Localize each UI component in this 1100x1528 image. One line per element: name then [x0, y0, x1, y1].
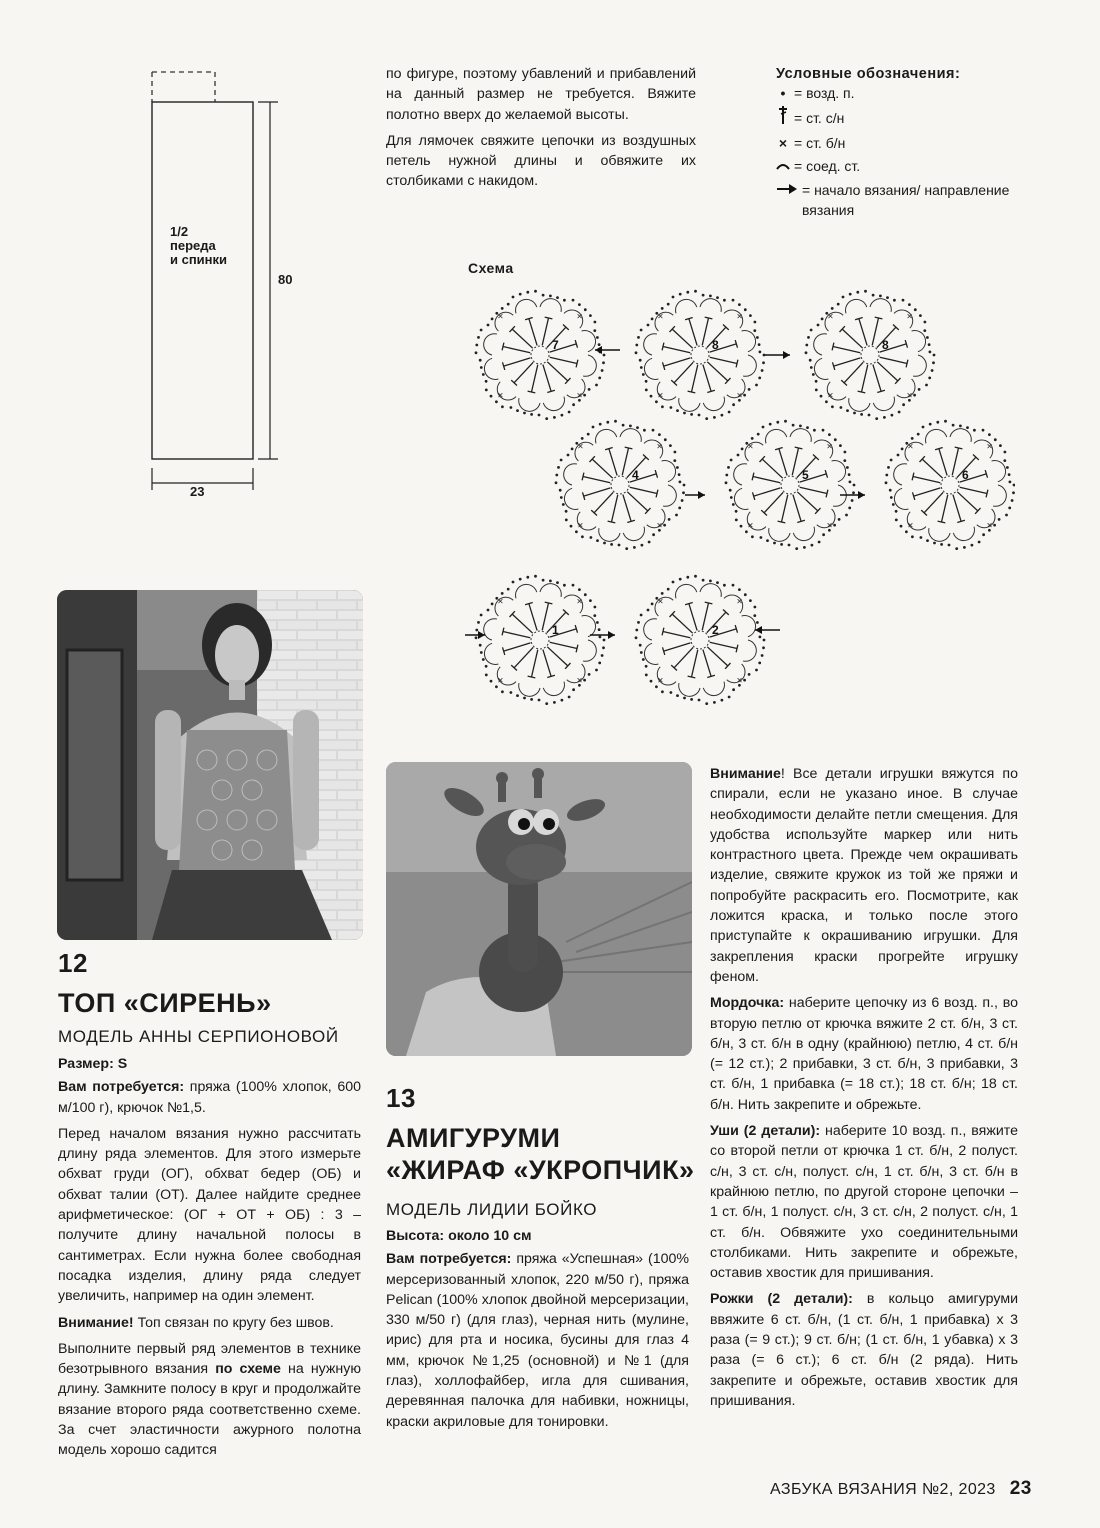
svg-text:×: ×: [657, 675, 664, 687]
svg-text:×: ×: [497, 596, 504, 608]
horns-instructions: [710, 1289, 1018, 1411]
svg-text:×: ×: [747, 520, 754, 532]
article-12-paragraph-2: [58, 1339, 361, 1461]
svg-text:×: ×: [577, 441, 584, 453]
svg-text:×: ×: [576, 390, 583, 402]
size-label: Размер:: [58, 1056, 118, 1072]
pattern-label: [170, 225, 227, 267]
legend: [776, 66, 1016, 220]
svg-text:×: ×: [577, 520, 584, 532]
dot-icon: •: [780, 85, 786, 101]
svg-text:×: ×: [736, 675, 743, 687]
motif: [805, 290, 936, 420]
legend-title: Условные обозначения:: [776, 66, 961, 82]
footer: [770, 1478, 1032, 1500]
ears-label: Уши (2 детали):: [710, 1123, 821, 1140]
cross-icon: ×: [778, 135, 788, 151]
motif: [635, 575, 766, 705]
svg-text:×: ×: [576, 311, 583, 323]
horns-text: в кольцо амигуруми ввяжите 6 ст. б/н, (1 ст. б/н, 1 прибавка) х 3 раза (= 9 ст.); 9 ст. б/н; (1 ст. б/н, 1 убавка) х 3 раза (= 6 ст.); 6 ст. б/н (2 ряда). Нить закрепите и обрежьте, оставив хвостик для пришивания.: [710, 1291, 1018, 1409]
photo-lilac-top: [57, 590, 363, 940]
page-number: 23: [1009, 1478, 1032, 1499]
motif: [725, 420, 856, 550]
direction-arrow: [685, 491, 705, 499]
width-dimension: 23: [190, 484, 205, 499]
svg-text:×: ×: [497, 390, 504, 402]
svg-text:×: ×: [827, 390, 834, 402]
materials-label: Вам потребуется:: [386, 1251, 517, 1268]
right-attention: [710, 764, 1018, 987]
article-13-body: [386, 1226, 689, 1438]
materials-text: пряжа «Успешная» (100% мерсеризованный хлопок, 220 м/50 г), пряжа Pelican (100% хлопок двойной мерсеризации, 330 м/50 г) (для глаз), черная нить (мулине, ирис) для рта и носика, бусины для глаз 4 мм, крючок №1,25 (основной) и №1 (для глаз), холлофайбер, игла для сшивания, деревянная палочка для набивки, ножницы, краски акриловые для тонировки.: [386, 1251, 689, 1430]
direction-arrow: [765, 351, 790, 359]
diagram-svg: [445, 275, 1015, 715]
direction-arrow: [595, 346, 620, 354]
legend-item: [776, 82, 1016, 105]
arc-icon: [776, 155, 790, 178]
size-line: [58, 1054, 361, 1074]
muzzle-label: Мордочка:: [710, 995, 785, 1012]
svg-text:×: ×: [656, 441, 663, 453]
crochet-diagram: [445, 275, 1015, 715]
motif: [475, 290, 606, 420]
p2-part-c: на нужную длину. Замкните полосу в круг и продолжайте вязание второго ряда соответственно схеме. За счет эластичности ажурного полотна модель хорошо садится: [58, 1361, 361, 1459]
motif-number: 4: [632, 468, 639, 482]
attention-text: Топ связан по кругу без швов.: [137, 1314, 334, 1331]
ears-text: наберите 10 возд. п., вяжите со второй петли от крючка 1 ст. б/н, 2 полуст. с/н, 3 ст. с/н, полуст. с/н, 1 ст. б/н, 3 ст. б/н в крайнюю петлю, по другой стороне цепочки – 1 ст. б/н, 1 полуст. с/н, 3 ст. с/н, 2 полуст. с/н, 1 ст. б/н. Обвяжите ухо соединительными столбиками. Нить закрепите и обрежьте, оставив хвостик для пришивания.: [710, 1123, 1018, 1282]
legend-item-text: = начало вязания/ направление вязания: [802, 182, 1010, 218]
intro-paragraph-1: по фигуре, поэтому убавлений и прибавлений на данный размер не требуется. Вяжите полотно вверх до желаемой высоты.: [386, 66, 696, 123]
direction-arrow: [755, 626, 780, 634]
motif-number: 8: [712, 338, 719, 352]
pattern-label-line1: 1/2: [170, 224, 189, 239]
legend-item-text: = соед. ст.: [794, 158, 861, 174]
muzzle-instructions: [710, 993, 1018, 1115]
svg-text:×: ×: [657, 390, 664, 402]
legend-item: [776, 105, 1016, 132]
height-line: [386, 1226, 689, 1246]
motif-number: 8: [882, 338, 889, 352]
svg-text:×: ×: [826, 520, 833, 532]
attention-line: [58, 1313, 361, 1333]
svg-text:×: ×: [656, 520, 663, 532]
motif-number: 1: [552, 623, 559, 637]
motif-number: 2: [712, 623, 719, 637]
legend-item: [776, 132, 1016, 155]
legend-item-text: = ст. с/н: [794, 110, 845, 126]
diagram-title: Схема: [468, 260, 514, 276]
intro-paragraph-2: Для лямочек свяжите цепочки из воздушных петель нужной длины и обвяжите их столбиками с накидом.: [386, 132, 696, 190]
svg-text:×: ×: [747, 441, 754, 453]
svg-text:×: ×: [826, 441, 833, 453]
photo-giraffe-amigurumi: [386, 762, 692, 1056]
svg-text:×: ×: [657, 311, 664, 323]
motif-number: 5: [802, 468, 809, 482]
svg-text:×: ×: [497, 675, 504, 687]
legend-item-text: = возд. п.: [794, 85, 855, 101]
article-13-title-line1: АМИГУРУМИ: [386, 1123, 561, 1153]
horns-label: Рожки (2 детали):: [710, 1291, 853, 1308]
legend-item: [776, 155, 1016, 178]
svg-text:×: ×: [497, 311, 504, 323]
right-column-text: [710, 764, 1018, 1417]
svg-text:×: ×: [906, 311, 913, 323]
materials-line: [58, 1077, 361, 1118]
svg-text:×: ×: [986, 441, 993, 453]
ears-instructions: [710, 1121, 1018, 1283]
article-12-model: МОДЕЛЬ АННЫ СЕРПИОНОВОЙ: [58, 1027, 339, 1046]
p2-part-b: по схеме: [215, 1361, 281, 1378]
materials-label: Вам потребуется:: [58, 1079, 190, 1096]
svg-text:×: ×: [907, 520, 914, 532]
motif: [885, 420, 1015, 550]
magazine-title: АЗБУКА ВЯЗАНИЯ №2, 2023: [770, 1481, 996, 1498]
svg-text:×: ×: [576, 675, 583, 687]
motif: [635, 290, 766, 420]
article-12-title: ТОП «СИРЕНЬ»: [58, 988, 272, 1018]
article-13-number: 13: [386, 1083, 416, 1113]
pattern-schematic: [140, 60, 310, 500]
motif: [555, 420, 686, 550]
size-value: S: [117, 1056, 128, 1072]
height-label: Высота: около 10 см: [386, 1228, 532, 1244]
svg-text:×: ×: [657, 596, 664, 608]
legend-item: [776, 180, 1016, 220]
right-attention-label: Внимание: [710, 766, 781, 782]
motif: [475, 575, 606, 705]
motif-number: 7: [552, 338, 559, 352]
article-13-title-line2: «ЖИРАФ «УКРОПЧИК»: [386, 1155, 695, 1185]
height-dimension: 80: [278, 272, 293, 287]
article-13-title: [386, 1122, 695, 1186]
article-12-paragraph-1: Перед началом вязания нужно рассчитать длину ряда элементов. Для этого измерьте обхват груди (ОГ), обхват бедер (ОБ) и обхват талии (ОТ). Далее найдите среднее арифметическое: (ОГ + ОТ + ОБ) : 3 – получите длину начальной полосы в сантиметрах. Если нужна более свободная посадка изделия, длину ряда следует увеличить, например на один элемент.: [58, 1125, 361, 1305]
pattern-label-line2: переда: [170, 238, 216, 253]
svg-text:×: ×: [736, 311, 743, 323]
pattern-label-line3: и спинки: [170, 252, 228, 267]
p2-part-a: Выполните первый ряд элементов в технике безотрывного вязания: [58, 1340, 361, 1378]
svg-text:×: ×: [827, 311, 834, 323]
svg-text:×: ×: [906, 390, 913, 402]
intro-text: [386, 64, 696, 198]
materials-text: пряжа (100% хлопок, 600 м/100 г), крючок №1,5.: [58, 1079, 361, 1116]
svg-text:×: ×: [986, 520, 993, 532]
svg-text:×: ×: [576, 596, 583, 608]
article-12-body: [58, 1054, 361, 1467]
article-13-model: МОДЕЛЬ ЛИДИИ БОЙКО: [386, 1200, 598, 1219]
double-crochet-icon: [776, 105, 790, 132]
svg-text:×: ×: [736, 596, 743, 608]
muzzle-text: наберите цепочку из 6 возд. п., во вторую петлю от крючка вяжите 2 ст. б/н, 3 ст. б/н, 3 ст. б/н в одну (крайнюю) петлю, 4 ст. б/н (= 12 ст.); 2 прибавки, 3 ст. б/н, 3 прибавки, 3 ст. б/н, 1 прибавка (= 18 ст.); 18 ст. б/н; 18 ст. б/н. Нить закрепите и обрежьте.: [710, 995, 1018, 1113]
svg-text:×: ×: [736, 390, 743, 402]
right-attention-text: ! Все детали игрушки вяжутся по спирали, если не указано иное. В случае необходимости делайте петли смещения. Для удобства используйте маркер или нить контрастного цвета. Прежде чем окрашивать изделие, свяжите кружок из той же пряжи и попробуйте раскрасить его. Посмотрите, как ложится краска, и только после этого приступайте к окрашиванию игрушки. Для закрепления краски прогрейте игрушку феном.: [710, 766, 1018, 985]
attention-label: Внимание!: [58, 1314, 138, 1331]
arrow-icon: [776, 180, 798, 200]
article-12-number: 12: [58, 948, 88, 978]
motif-number: 6: [962, 468, 969, 482]
svg-text:×: ×: [907, 441, 914, 453]
legend-item-text: = ст. б/н: [794, 135, 846, 151]
article-13-materials: [386, 1249, 689, 1432]
